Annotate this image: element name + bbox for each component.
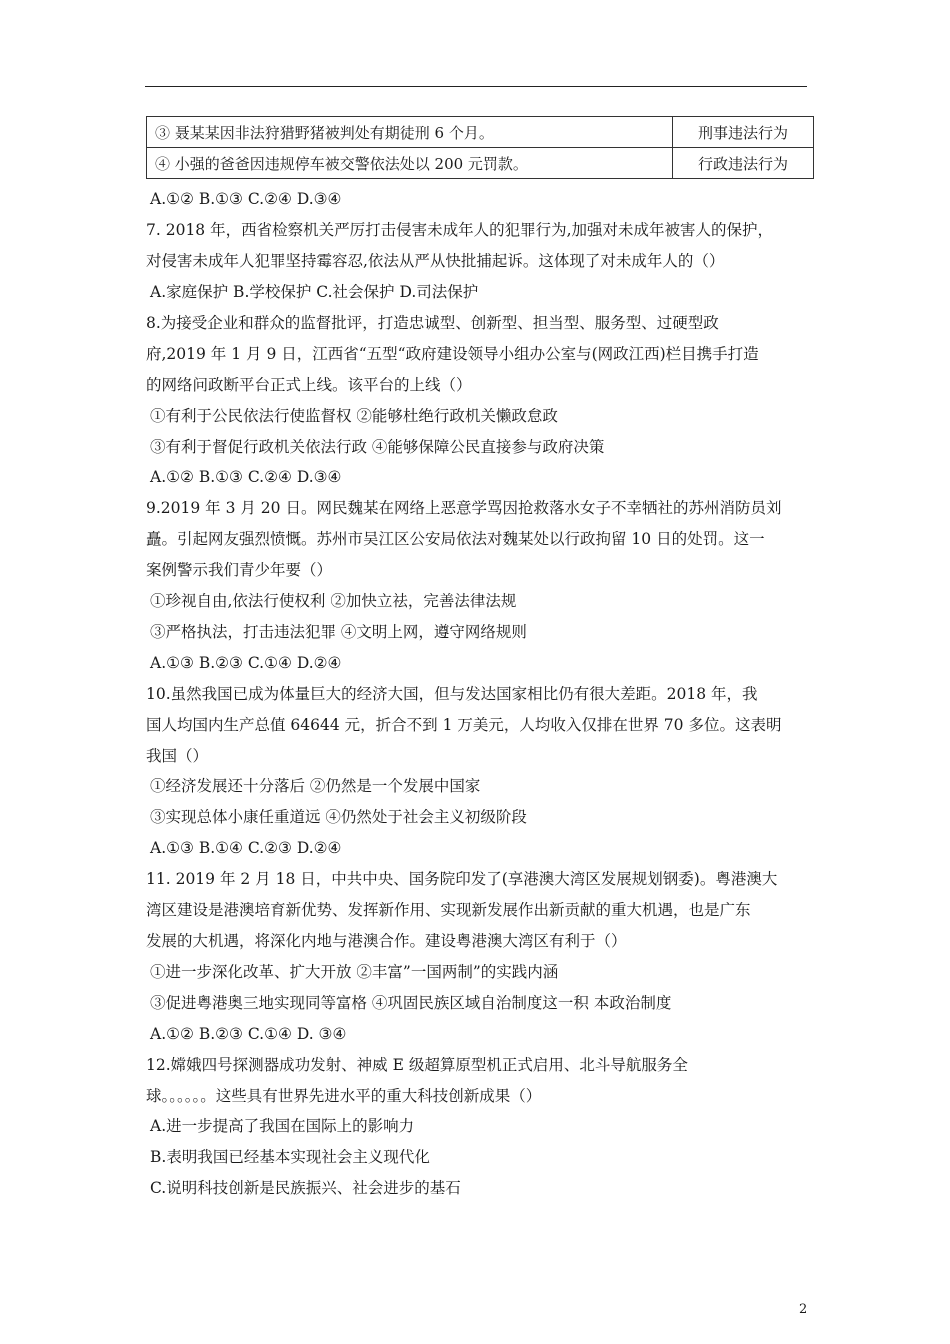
q8-text-line: 的网络问政断平台正式上线。该平台的上线（） [146, 376, 472, 394]
q12-text-line: 球。。。。。。这些具有世界先进水平的重大科技创新成果（） [146, 1087, 542, 1105]
q7-text-line: 7. 2018 年，西省检察机关严厉打击侵害未成年人的犯罪行为,加强对未成年被害人的保护， [146, 221, 774, 239]
q12-option-c: C.说明科技创新是民族振兴、社会进步的基石 [150, 1179, 461, 1197]
q7-text-line: 对侵害未成年人犯罪坚持霉容忍,依法从严从快批捕起诉。这体现了对未成年人的（） [146, 252, 725, 270]
q10-options: A.①③ B.①④ C.②③ D.②④ [150, 839, 342, 857]
q12-text-line: 12.嫦娥四号探测器成功发射、神威 E 级超算原型机正式启用、北斗导航服务全 [146, 1056, 688, 1074]
table-row [147, 148, 814, 179]
q8-choice-line: ③有利于督促行政机关依法行政 ④能够保障公民直接参与政府决策 [150, 438, 605, 456]
q9-text-line: 9.2019 年 3 月 20 日。网民魏某在网络上恶意学骂因抢救落水女子不幸牺社的苏州消防员刘 [146, 499, 782, 517]
q9-choice-line: ③严格执法，打击违法犯罪 ④文明上网，遵守网络规则 [150, 623, 527, 641]
q9-text-line: 案例警示我们青少年要（） [146, 561, 333, 579]
q11-text-line: 发展的大机遇，将深化内地与港澳合作。建设粤港澳大湾区有利于（） [146, 932, 627, 950]
q11-choice-line: ③促进粤港奥三地实现同等富格 ④巩固民族区域自治制度这一积 本政治制度 [150, 994, 672, 1012]
q8-options: A.①② B.①③ C.②④ D.③④ [150, 468, 342, 486]
table-cell-type: 行政违法行为 [673, 148, 814, 179]
q10-text-line: 10.虽然我国已成为体量巨大的经济大国，但与发达国家相比仍有很大差距。2018 年，我 [146, 685, 758, 703]
table-cell-type: 刑事违法行为 [673, 117, 814, 148]
q11-choice-line: ①进一步深化改革、扩大开放 ②丰富”一国两制”的实践内涵 [150, 963, 559, 981]
q9-options: A.①③ B.②③ C.①④ D.②④ [150, 654, 342, 672]
q10-text-line: 我国（） [146, 747, 209, 765]
q9-choice-line: ①珍视自由,依法行使权利 ②加快立祛，完善法律法规 [150, 592, 517, 610]
table-cell-desc: ③ 聂某某因非法狩猎野猪被判处有期徒刑 6 个月。 [147, 117, 673, 148]
q8-choice-line: ①有利于公民依法行使监督权 ②能够杜绝行政机关懒政怠政 [150, 407, 558, 425]
q7-options: A.家庭保护 B.学校保护 C.社会保护 D.司法保护 [150, 283, 479, 301]
violation-table [146, 116, 814, 179]
q11-text-line: 11. 2019 年 2 月 18 日，中共中央、国务院印发了(享港澳大湾区发展规划钢委)。粤港澳大 [146, 870, 778, 888]
q11-options: A.①② B.②③ C.①④ D. ③④ [150, 1025, 347, 1043]
q6-options: A.①② B.①③ C.②④ D.③④ [150, 190, 342, 208]
header-rule [145, 86, 807, 87]
q12-option-b: B.表明我国已经基本实现社会主义现代化 [150, 1148, 430, 1166]
q12-option-a: A.进一步提高了我国在国际上的影响力 [150, 1117, 415, 1135]
q10-text-line: 国人均国内生产总值 64644 元，折合不到 1 万美元，人均收入仅排在世界 70 多位。这表明 [146, 716, 782, 734]
table-cell-desc: ④ 小强的爸爸因违规停车被交警依法处以 200 元罚款。 [147, 148, 673, 179]
q8-text-line: 府,2019 年 1 月 9 日，江西省“五型“政府建设领导小组办公室与(网政江西)栏目携手打造 [146, 345, 759, 363]
q10-choice-line: ①经济发展还十分落后 ②仍然是一个发展中国家 [150, 777, 481, 795]
q10-choice-line: ③实现总体小康任重道远 ④仍然处于社会主义初级阶段 [150, 808, 527, 826]
q8-text-line: 8.为接受企业和群众的监督批评，打造忠诚型、创新型、担当型、服务型、过硬型政 [146, 314, 719, 332]
page-number: 2 [799, 1302, 808, 1317]
table-row [147, 117, 814, 148]
q11-text-line: 湾区建设是港澳培育新优势、发挥新作用、实现新发展作出新贡献的重大机遇，也是广东 [146, 901, 751, 919]
q9-text-line: 矗。引起网友强烈愤慨。苏州市吴江区公安局依法对魏某处以行政拘留 10 日的处罚。这一 [146, 530, 765, 548]
